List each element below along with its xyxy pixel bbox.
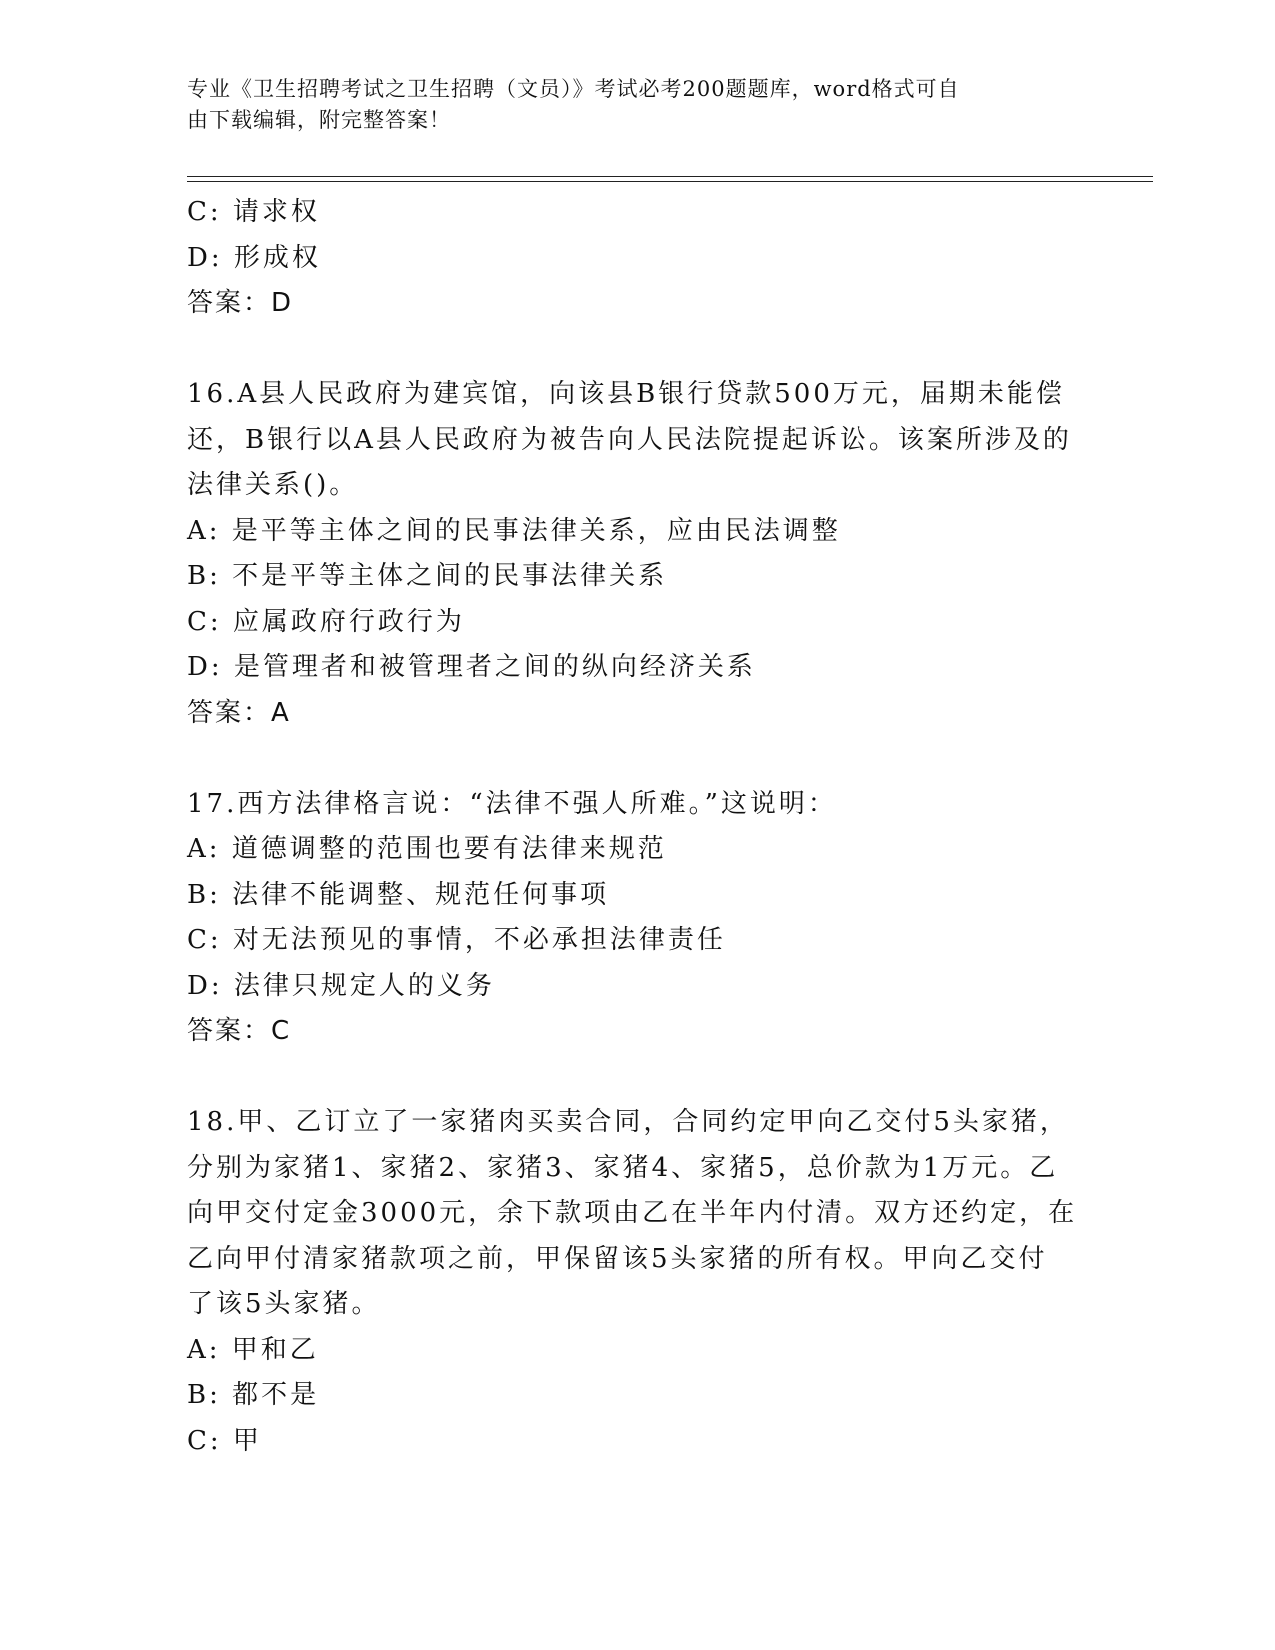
question-16 [187,372,1087,736]
option-c: C: 请求权 [187,197,320,227]
spacer [187,327,1087,373]
stem-line: 17.西方法律格言说：“法律不强人所难。”这说明： [187,788,837,819]
question-18 [187,1100,1087,1464]
stem-line: 乙向甲付清家猪款项之前，甲保留该5头家猪的所有权。甲向乙交付 [187,1243,1048,1274]
header-rule-top [187,176,1153,177]
question-stem [187,1100,1087,1328]
spacer [187,1055,1087,1101]
option-c: C: 对无法预见的事情，不必承担法律责任 [187,925,726,955]
option-c: C: 应属政府行政行为 [187,606,465,637]
answer: 答案：D [187,288,294,318]
stem-line: 向甲交付定金3000元，余下款项由乙在半年内付清。双方还约定，在 [187,1198,1078,1228]
stem-line: 分别为家猪1、家猪2、家猪3、家猪4、家猪5，总价款为1万元。乙 [187,1152,1059,1183]
option-d: D: 法律只规定人的义务 [187,970,495,1001]
stem-line: 16.A县人民政府为建宾馆，向该县B银行贷款500万元，届期未能偿 [187,379,1065,409]
answer: 答案：C [187,1016,292,1046]
stem-line: 18.甲、乙订立了一家猪肉买卖合同，合同约定甲向乙交付5头家猪， [187,1107,1069,1137]
header-line-2: 由下载编辑，附完整答案！ [187,108,451,132]
stem-line: 还，B银行以A县人民政府为被告向人民法院提起诉讼。该案所涉及的 [187,424,1072,455]
stem-line: 了该5头家猪。 [187,1289,381,1319]
header-rule-bottom [187,181,1153,182]
document-body [187,190,1087,1464]
question-stem [187,372,1087,509]
stem-line: 法律关系()。 [187,470,359,500]
option-d: D: 形成权 [187,242,321,273]
header-line-1: 专业《卫生招聘考试之卫生招聘（文员）》考试必考200题题库，word格式可自 [187,77,960,101]
option-a: A: 道德调整的范围也要有法律来规范 [187,834,667,864]
option-a: A: 是平等主体之间的民事法律关系，应由民法调整 [187,515,841,546]
spacer [187,736,1087,782]
option-c: C: 甲 [187,1425,262,1456]
answer: 答案：A [187,697,291,728]
option-d: D: 是管理者和被管理者之间的纵向经济关系 [187,652,756,682]
document-header [187,74,1067,136]
option-b: B: 都不是 [187,1380,320,1410]
option-b: B: 法律不能调整、规范任何事项 [187,879,610,910]
option-a: A: 甲和乙 [187,1334,319,1365]
question-17 [187,782,1087,1055]
question-15-tail [187,190,1087,327]
question-stem [187,782,1087,828]
option-b: B: 不是平等主体之间的民事法律关系 [187,561,668,591]
